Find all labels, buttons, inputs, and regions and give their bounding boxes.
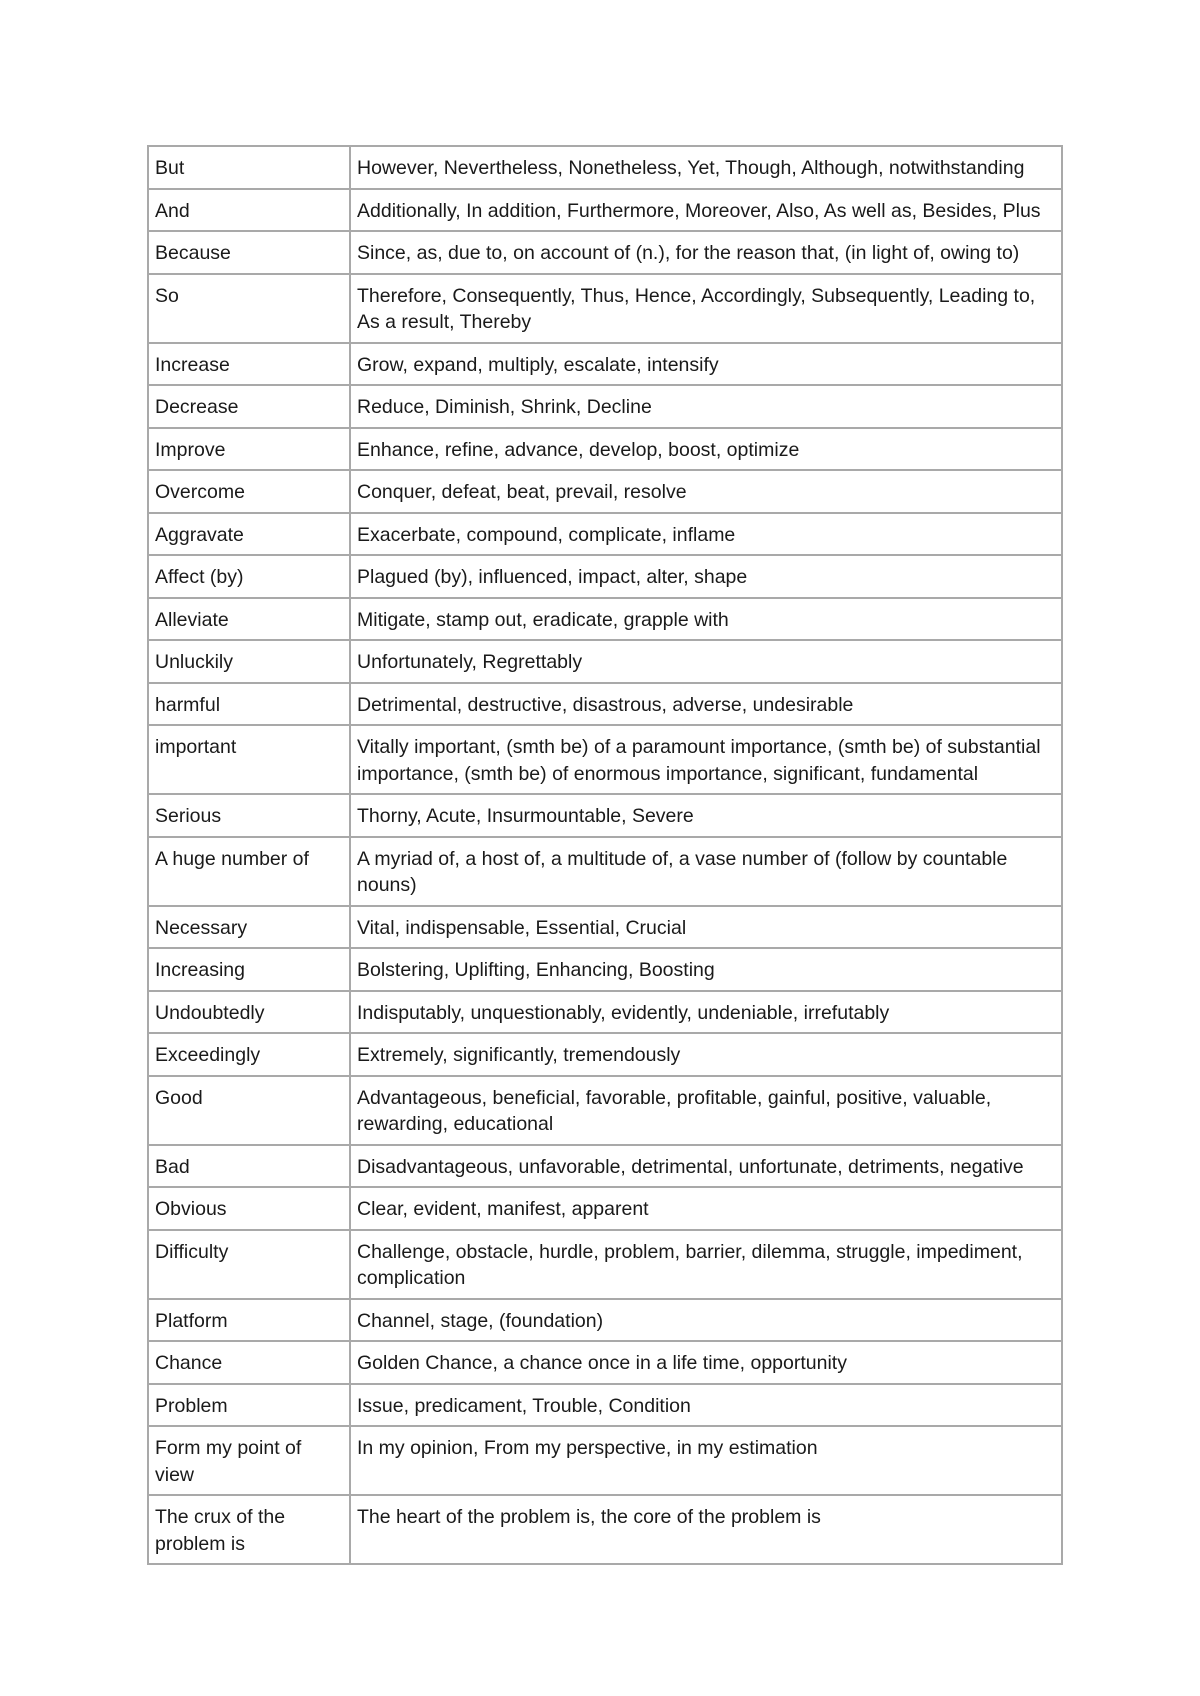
table-row <box>148 683 1062 726</box>
table-row <box>148 1341 1062 1384</box>
word-cell: Obvious <box>148 1187 350 1230</box>
word-cell: important <box>148 725 350 794</box>
table-row <box>148 1076 1062 1145</box>
table-row <box>148 1033 1062 1076</box>
synonyms-cell: Advantageous, beneficial, favorable, profitable, gainful, positive, valuable, rewarding, educational <box>350 1076 1062 1145</box>
word-cell: And <box>148 189 350 232</box>
table-row <box>148 906 1062 949</box>
synonyms-cell: Channel, stage, (foundation) <box>350 1299 1062 1342</box>
word-cell: harmful <box>148 683 350 726</box>
table-row <box>148 1187 1062 1230</box>
synonyms-cell: Since, as, due to, on account of (n.), for the reason that, (in light of, owing to) <box>350 231 1062 274</box>
table-row <box>148 794 1062 837</box>
table-row <box>148 343 1062 386</box>
synonyms-cell: Conquer, defeat, beat, prevail, resolve <box>350 470 1062 513</box>
table-row <box>148 1426 1062 1495</box>
word-cell: Good <box>148 1076 350 1145</box>
word-cell: A huge number of <box>148 837 350 906</box>
word-cell: But <box>148 146 350 189</box>
synonyms-cell: Grow, expand, multiply, escalate, intensify <box>350 343 1062 386</box>
synonyms-cell: Thorny, Acute, Insurmountable, Severe <box>350 794 1062 837</box>
word-cell: Overcome <box>148 470 350 513</box>
word-cell: Unluckily <box>148 640 350 683</box>
table-row <box>148 1230 1062 1299</box>
word-cell: Exceedingly <box>148 1033 350 1076</box>
word-cell: Alleviate <box>148 598 350 641</box>
table-row <box>148 428 1062 471</box>
synonyms-cell: Plagued (by), influenced, impact, alter, shape <box>350 555 1062 598</box>
table-row <box>148 385 1062 428</box>
synonyms-cell: Additionally, In addition, Furthermore, Moreover, Also, As well as, Besides, Plus <box>350 189 1062 232</box>
table-row <box>148 598 1062 641</box>
word-cell: Increasing <box>148 948 350 991</box>
table-row <box>148 640 1062 683</box>
table-row <box>148 513 1062 556</box>
word-cell: Chance <box>148 1341 350 1384</box>
synonyms-cell: Enhance, refine, advance, develop, boost, optimize <box>350 428 1062 471</box>
synonyms-cell: Detrimental, destructive, disastrous, adverse, undesirable <box>350 683 1062 726</box>
table-row <box>148 991 1062 1034</box>
table-row <box>148 1495 1062 1564</box>
word-cell: So <box>148 274 350 343</box>
table-row <box>148 231 1062 274</box>
table-row <box>148 1145 1062 1188</box>
word-cell: Form my point of view <box>148 1426 350 1495</box>
word-cell: Improve <box>148 428 350 471</box>
synonyms-cell: Reduce, Diminish, Shrink, Decline <box>350 385 1062 428</box>
synonyms-cell: Exacerbate, compound, complicate, inflame <box>350 513 1062 556</box>
table-row <box>148 725 1062 794</box>
word-cell: Bad <box>148 1145 350 1188</box>
word-cell: Difficulty <box>148 1230 350 1299</box>
synonyms-cell: Issue, predicament, Trouble, Condition <box>350 1384 1062 1427</box>
synonyms-cell: Therefore, Consequently, Thus, Hence, Accordingly, Subsequently, Leading to, As a result, Thereby <box>350 274 1062 343</box>
table-row <box>148 470 1062 513</box>
synonyms-cell: Challenge, obstacle, hurdle, problem, barrier, dilemma, struggle, impediment, complication <box>350 1230 1062 1299</box>
table-row <box>148 948 1062 991</box>
word-cell: Necessary <box>148 906 350 949</box>
table-row <box>148 146 1062 189</box>
synonyms-cell: Mitigate, stamp out, eradicate, grapple with <box>350 598 1062 641</box>
table-row <box>148 1299 1062 1342</box>
synonyms-cell: Disadvantageous, unfavorable, detrimental, unfortunate, detriments, negative <box>350 1145 1062 1188</box>
word-cell: Decrease <box>148 385 350 428</box>
synonyms-cell: Clear, evident, manifest, apparent <box>350 1187 1062 1230</box>
synonyms-cell: Vital, indispensable, Essential, Crucial <box>350 906 1062 949</box>
word-cell: Problem <box>148 1384 350 1427</box>
table-row <box>148 837 1062 906</box>
word-cell: Affect (by) <box>148 555 350 598</box>
word-cell: Platform <box>148 1299 350 1342</box>
word-cell: Serious <box>148 794 350 837</box>
vocabulary-table <box>147 145 1063 1565</box>
synonyms-cell: Vitally important, (smth be) of a paramount importance, (smth be) of substantial importance, (smth be) of enormous importance, significant, fundamental <box>350 725 1062 794</box>
word-cell: Aggravate <box>148 513 350 556</box>
word-cell: The crux of the problem is <box>148 1495 350 1564</box>
synonyms-cell: Indisputably, unquestionably, evidently, undeniable, irrefutably <box>350 991 1062 1034</box>
synonyms-cell: The heart of the problem is, the core of the problem is <box>350 1495 1062 1564</box>
word-cell: Because <box>148 231 350 274</box>
synonyms-cell: A myriad of, a host of, a multitude of, a vase number of (follow by countable nouns) <box>350 837 1062 906</box>
table-row <box>148 555 1062 598</box>
vocabulary-table-body <box>148 146 1062 1564</box>
synonyms-cell: Extremely, significantly, tremendously <box>350 1033 1062 1076</box>
synonyms-cell: Golden Chance, a chance once in a life time, opportunity <box>350 1341 1062 1384</box>
synonyms-cell: Bolstering, Uplifting, Enhancing, Boosting <box>350 948 1062 991</box>
word-cell: Increase <box>148 343 350 386</box>
table-row <box>148 274 1062 343</box>
table-row <box>148 189 1062 232</box>
word-cell: Undoubtedly <box>148 991 350 1034</box>
table-row <box>148 1384 1062 1427</box>
synonyms-cell: Unfortunately, Regrettably <box>350 640 1062 683</box>
synonyms-cell: However, Nevertheless, Nonetheless, Yet, Though, Although, notwithstanding <box>350 146 1062 189</box>
synonyms-cell: In my opinion, From my perspective, in my estimation <box>350 1426 1062 1495</box>
